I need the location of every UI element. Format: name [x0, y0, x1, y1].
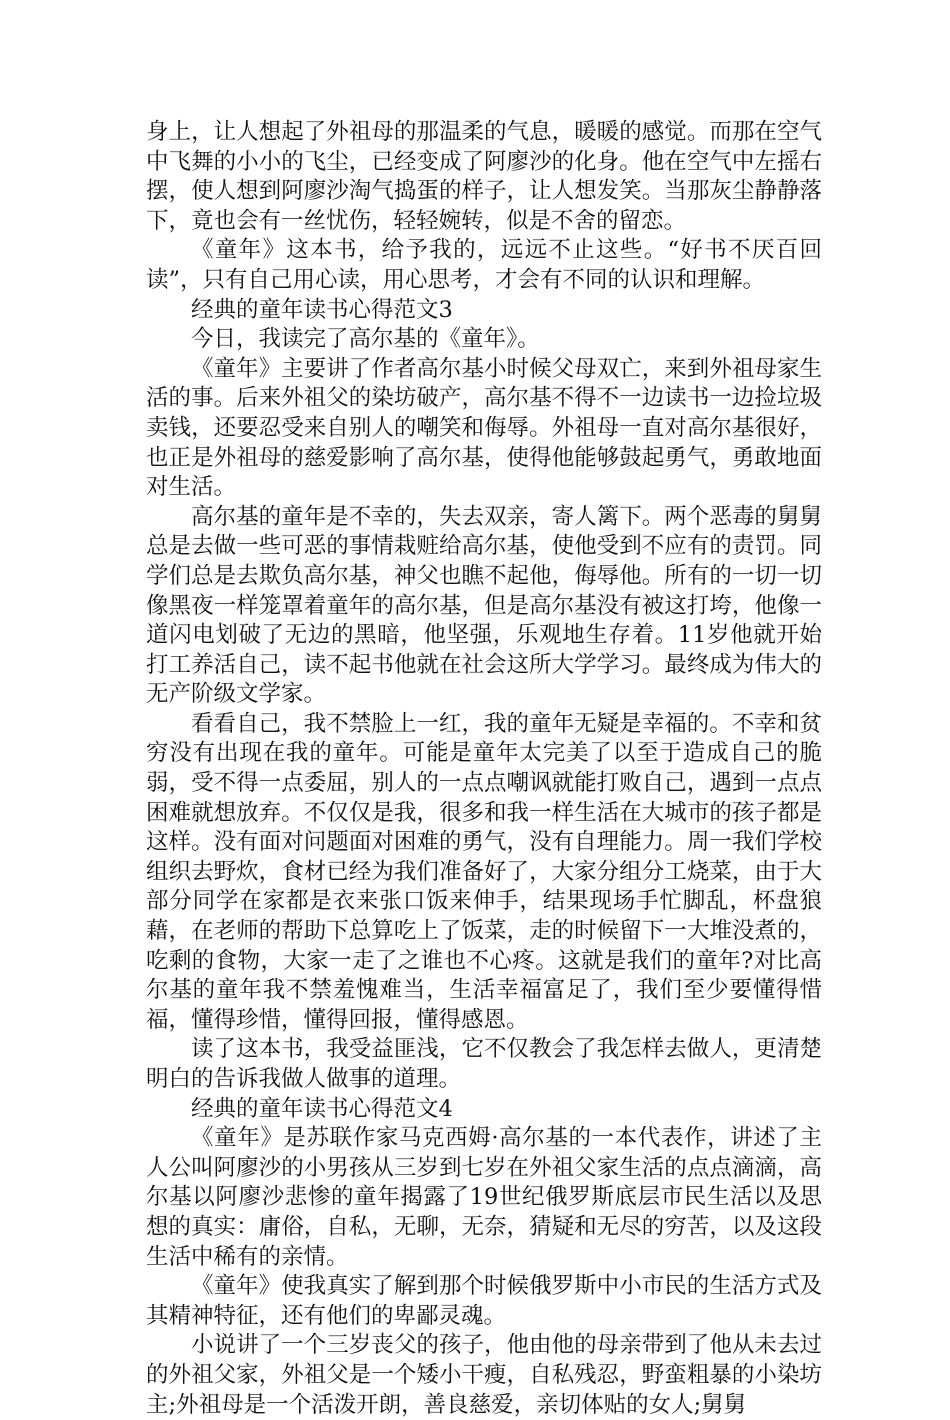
section-heading: 经典的童年读书心得范文3 [191, 296, 453, 323]
paragraph: 身上，让人想起了外祖母的那温柔的气息，暖暖的感觉。而那在空气中飞舞的小小的飞尘，已经变成了阿廖沙的化身。他在空气中左摇右摆，使人想到阿廖沙淘气捣蛋的样子，让人想发笑。当那灰尘静静落下，竟也会有一丝忧伤，轻轻婉转，似是不舍的留恋。 [146, 119, 822, 234]
paragraph: 看看自己，我不禁脸上一红，我的童年无疑是幸福的。不幸和贫穷没有出现在我的童年。可能是童年太完美了以至于造成自己的脆弱，受不得一点委屈，别人的一点点嘲讽就能打败自己，遇到一点点困难就想放弃。不仅仅是我，很多和我一样生活在大城市的孩子都是这样。没有面对问题面对困难的勇气，没有自理能力。周一我们学校组织去野炊，食材已经为我们准备好了，大家分组分工烧菜，由于大部分同学在家都是衣来张口饭来伸手，结果现场手忙脚乱，杯盘狼藉，在老师的帮助下总算吃上了饭菜，走的时候留下一大堆没煮的，吃剩的食物，大家一走了之谁也不心疼。这就是我们的童年?对比高尔基的童年我不禁羞愧难当，生活幸福富足了，我们至少要懂得惜福，懂得珍惜，懂得回报，懂得感恩。 [146, 710, 822, 1033]
document-page [146, 118, 822, 1420]
paragraph: 《童年》这本书，给予我的，远远不止这些。“好书不厌百回读”，只有自己用心读，用心思考，才会有不同的认识和理解。 [146, 237, 822, 293]
paragraph: 小说讲了一个三岁丧父的孩子，他由他的母亲带到了他从未去过的外祖父家，外祖父是一个矮小干瘦，自私残忍，野蛮粗暴的小染坊主;外祖母是一个活泼开朗，善良慈爱，亲切体贴的女人;舅舅 [146, 1332, 822, 1418]
paragraph: 高尔基的童年是不幸的，失去双亲，寄人篱下。两个恶毒的舅舅总是去做一些可恶的事情栽赃给高尔基，使他受到不应有的责罚。同学们总是去欺负高尔基，神父也瞧不起他，侮辱他。所有的一切一切像黑夜一样笼罩着童年的高尔基，但是高尔基没有被这打垮，他像一道闪电划破了无边的黑暗，他坚强，乐观地生存着。11岁他就开始打工养活自己，读不起书他就在社会这所大学学习。最终成为伟大的无产阶级文学家。 [146, 503, 822, 708]
paragraph: 读了这本书，我受益匪浅，它不仅教会了我怎样去做人，更清楚明白的告诉我做人做事的道理。 [146, 1036, 822, 1092]
paragraph: 今日，我读完了高尔基的《童年》。 [191, 326, 540, 353]
paragraph: 《童年》主要讲了作者高尔基小时候父母双亡，来到外祖母家生活的事。后来外祖父的染坊破产，高尔基不得不一边读书一边捡垃圾卖钱，还要忍受来自别人的嘲笑和侮辱。外祖母一直对高尔基很好，也正是外祖母的慈爱影响了高尔基，使得他能够鼓起勇气，勇敢地面对生活。 [146, 355, 822, 501]
paragraph: 《童年》是苏联作家马克西姆·高尔基的一本代表作，讲述了主人公叫阿廖沙的小男孩从三岁到七岁在外祖父家生活的点点滴滴，高尔基以阿廖沙悲惨的童年揭露了19世纪俄罗斯底层市民生活以及思想的真实：庸俗，自私，无聊，无奈，猜疑和无尽的穷苦，以及这段生活中稀有的亲情。 [146, 1125, 822, 1270]
paragraph: 《童年》使我真实了解到那个时候俄罗斯中小市民的生活方式及其精神特征，还有他们的卑鄙灵魂。 [146, 1273, 822, 1329]
section-heading: 经典的童年读书心得范文4 [191, 1095, 453, 1122]
